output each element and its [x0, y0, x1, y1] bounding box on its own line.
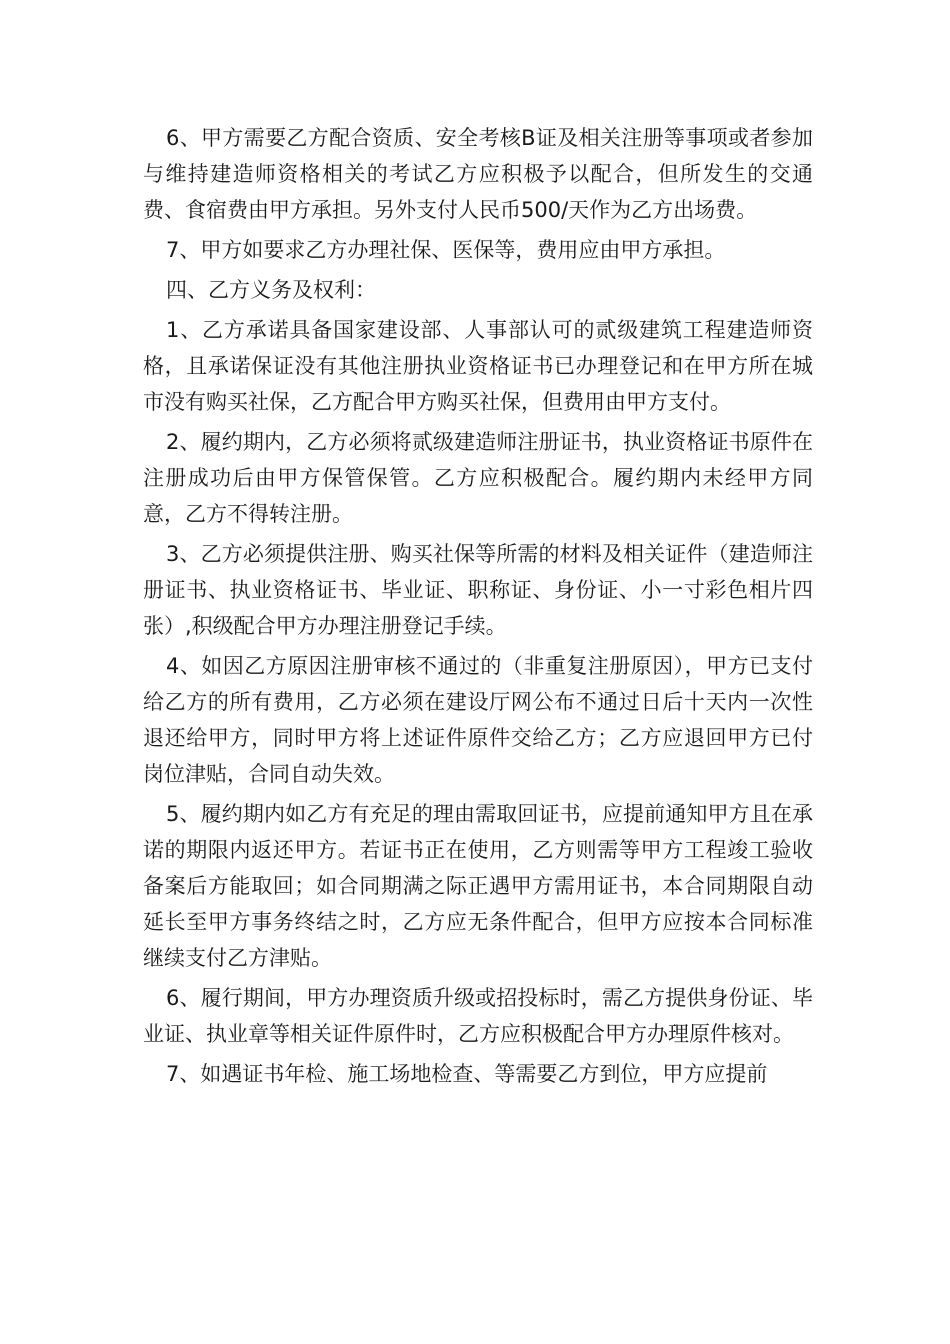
paragraph-yi-1: 1、乙方承诺具备国家建设部、人事部认可的贰级建筑工程建造师资格，且承诺保证没有其他注册执业资格证书已办理登记和在甲方所在城市没有购买社保，乙方配合甲方购买社保，但费用由甲方支付。 [143, 318, 813, 414]
paragraph-yi-3: 3、乙方必须提供注册、购买社保等所需的材料及相关证件（建造师注册证书、执业资格证书、毕业证、职称证、身份证、小一寸彩色相片四张）,积级配合甲方办理注册登记手续。 [143, 542, 813, 638]
paragraph-yi-6: 6、履行期间，甲方办理资质升级或招投标时，需乙方提供身份证、毕业证、执业章等相关证件原件时，乙方应积极配合甲方办理原件核对。 [143, 986, 813, 1046]
paragraph-jia-7: 7、甲方如要求乙方办理社保、医保等，费用应由甲方承担。 [166, 238, 726, 262]
paragraph-yi-7: 7、如遇证书年检、施工场地检查、等需要乙方到位，甲方应提前 [166, 1062, 768, 1086]
paragraph-yi-5: 5、履约期内如乙方有充足的理由需取回证书，应提前通知甲方且在承诺的期限内返还甲方。若证书正在使用，乙方则需等甲方工程竣工验收备案后方能取回；如合同期满之际正遇甲方需用证书，本合同期限自动延长至甲方事务终结之时，乙方应无条件配合，但甲方应按本合同标准继续支付乙方津贴。 [143, 802, 813, 970]
document-body [143, 120, 813, 1096]
paragraph-yi-4: 4、如因乙方原因注册审核不通过的（非重复注册原因），甲方已支付给乙方的所有费用，乙方必须在建设厅网公布不通过日后十天内一次性退还给甲方，同时甲方将上述证件原件交给乙方；乙方应退回甲方已付岗位津贴，合同自动失效。 [143, 654, 813, 786]
section-heading-yi-duties: 四、乙方义务及权利： [166, 278, 376, 302]
paragraph-jia-6: 6、甲方需要乙方配合资质、安全考核B证及相关注册等事项或者参加与维持建造师资格相关的考试乙方应积极予以配合，但所发生的交通费、食宿费由甲方承担。另外支付人民币500/天作为乙方出场费。 [143, 126, 813, 222]
paragraph-yi-2: 2、履约期内，乙方必须将贰级建造师注册证书，执业资格证书原件在注册成功后由甲方保管保管。乙方应积极配合。履约期内未经甲方同意，乙方不得转注册。 [143, 430, 813, 526]
